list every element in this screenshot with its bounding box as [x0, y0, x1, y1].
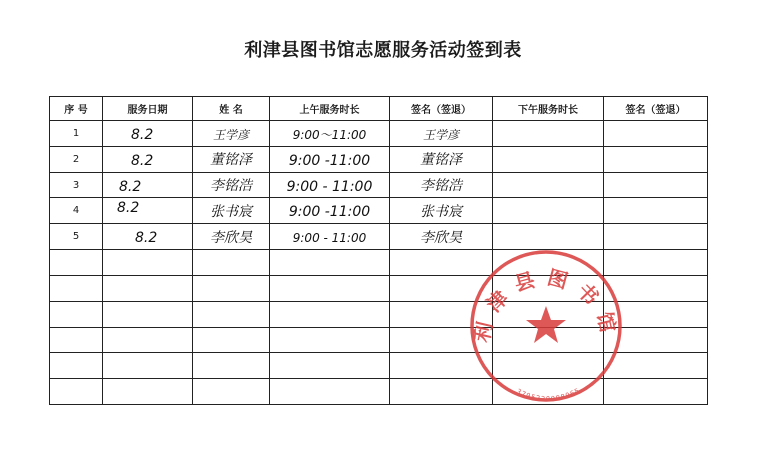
empty-table-row [50, 353, 708, 379]
serial-cell: 5 [50, 224, 103, 250]
pm-duration-cell [493, 121, 604, 147]
am-signature-value: 董铭泽 [420, 152, 462, 169]
header-serial: 序 号 [50, 97, 103, 121]
empty-cell [390, 353, 493, 379]
seal-number: 3705220008965 [515, 386, 582, 404]
pm-duration-cell [493, 172, 604, 198]
empty-cell [493, 353, 604, 379]
date-cell [103, 146, 193, 172]
pm-signature-cell [604, 121, 708, 147]
empty-cell [103, 327, 193, 353]
empty-cell [390, 327, 493, 353]
am-signature-cell [390, 146, 493, 172]
volunteer-name: 李欣昊 [210, 229, 252, 246]
empty-cell [193, 353, 270, 379]
empty-cell [493, 250, 604, 276]
empty-cell [193, 379, 270, 405]
name-cell [193, 146, 270, 172]
am-signature-cell [390, 172, 493, 198]
table-row [50, 198, 708, 224]
am-duration-value: 9:00～11:00 [292, 127, 367, 142]
empty-table-row [50, 275, 708, 301]
serial-cell: 3 [50, 172, 103, 198]
empty-cell [50, 275, 103, 301]
name-cell [193, 224, 270, 250]
volunteer-name: 董铭泽 [210, 152, 252, 169]
seal-text: 利津县图书馆 [469, 264, 623, 345]
am-duration-value: 9:00 -11:00 [288, 204, 371, 221]
empty-cell [390, 301, 493, 327]
empty-table-row [50, 379, 708, 405]
empty-cell [604, 250, 708, 276]
volunteer-name: 张书宸 [210, 203, 252, 220]
date-value: 8.2 [131, 152, 154, 169]
pm-duration-cell [493, 198, 604, 224]
serial-cell: 1 [50, 121, 103, 147]
empty-cell [50, 379, 103, 405]
header-pm-duration: 下午服务时长 [493, 97, 604, 121]
empty-cell [270, 301, 390, 327]
am-signature-value: 李欣昊 [420, 229, 462, 246]
am-signature-cell [390, 198, 493, 224]
am-duration-cell [270, 172, 390, 198]
date-cell [103, 198, 193, 224]
volunteer-name: 王学彦 [212, 127, 249, 142]
empty-cell [604, 353, 708, 379]
pm-signature-cell [604, 198, 708, 224]
am-duration-value: 9:00 - 11:00 [292, 231, 367, 246]
empty-cell [270, 353, 390, 379]
pm-signature-cell [604, 172, 708, 198]
empty-table-row [50, 327, 708, 353]
pm-signature-cell [604, 146, 708, 172]
header-row [50, 97, 708, 121]
header-pm-signature: 签名（签退） [604, 97, 708, 121]
empty-cell [103, 301, 193, 327]
table-row [50, 121, 708, 147]
table-row [50, 224, 708, 250]
empty-cell [390, 250, 493, 276]
pm-duration-cell [493, 224, 604, 250]
empty-cell [50, 301, 103, 327]
header-am-signature: 签名（签退） [390, 97, 493, 121]
empty-table-row [50, 301, 708, 327]
date-cell [103, 172, 193, 198]
am-signature-cell [390, 224, 493, 250]
am-duration-value: 9:00 - 11:00 [286, 178, 373, 195]
am-duration-cell [270, 146, 390, 172]
name-cell [193, 198, 270, 224]
empty-cell [50, 353, 103, 379]
name-cell [193, 172, 270, 198]
empty-cell [390, 275, 493, 301]
empty-table-row [50, 250, 708, 276]
am-duration-cell [270, 224, 390, 250]
date-value: 8.2 [135, 230, 158, 247]
serial-cell: 4 [50, 198, 103, 224]
table-row [50, 172, 708, 198]
am-signature-value: 张书宸 [420, 203, 462, 220]
empty-cell [270, 275, 390, 301]
date-cell [103, 121, 193, 147]
header-date: 服务日期 [103, 97, 193, 121]
empty-cell [493, 301, 604, 327]
empty-cell [493, 275, 604, 301]
serial-cell: 2 [50, 146, 103, 172]
empty-cell [193, 275, 270, 301]
date-cell [103, 224, 193, 250]
name-cell [193, 121, 270, 147]
pm-signature-cell [604, 224, 708, 250]
am-signature-value: 李铭浩 [420, 178, 462, 195]
am-signature-cell [390, 121, 493, 147]
am-duration-cell [270, 121, 390, 147]
empty-cell [390, 379, 493, 405]
pm-duration-cell [493, 146, 604, 172]
header-name: 姓 名 [193, 97, 270, 121]
am-duration-cell [270, 198, 390, 224]
empty-cell [270, 327, 390, 353]
date-value: 8.2 [131, 126, 154, 143]
empty-cell [193, 301, 270, 327]
empty-cell [103, 250, 193, 276]
empty-cell [103, 379, 193, 405]
table-row [50, 146, 708, 172]
empty-cell [50, 327, 103, 353]
date-value: 8.2 [119, 178, 142, 195]
header-am-duration: 上午服务时长 [270, 97, 390, 121]
empty-cell [604, 327, 708, 353]
am-duration-value: 9:00 -11:00 [288, 152, 371, 169]
empty-cell [103, 275, 193, 301]
empty-cell [493, 379, 604, 405]
sign-in-table [49, 96, 708, 405]
am-signature-value: 王学彦 [422, 127, 459, 142]
empty-cell [604, 301, 708, 327]
empty-cell [193, 327, 270, 353]
empty-cell [604, 379, 708, 405]
empty-cell [270, 250, 390, 276]
empty-cell [493, 327, 604, 353]
page-title: 利津县图书馆志愿服务活动签到表 [244, 40, 522, 61]
empty-rows [50, 250, 708, 405]
empty-cell [604, 275, 708, 301]
empty-cell [103, 353, 193, 379]
volunteer-name: 李铭浩 [210, 178, 252, 195]
empty-cell [270, 379, 390, 405]
empty-cell [50, 250, 103, 276]
empty-cell [193, 250, 270, 276]
date-value: 8.2 [117, 200, 140, 217]
